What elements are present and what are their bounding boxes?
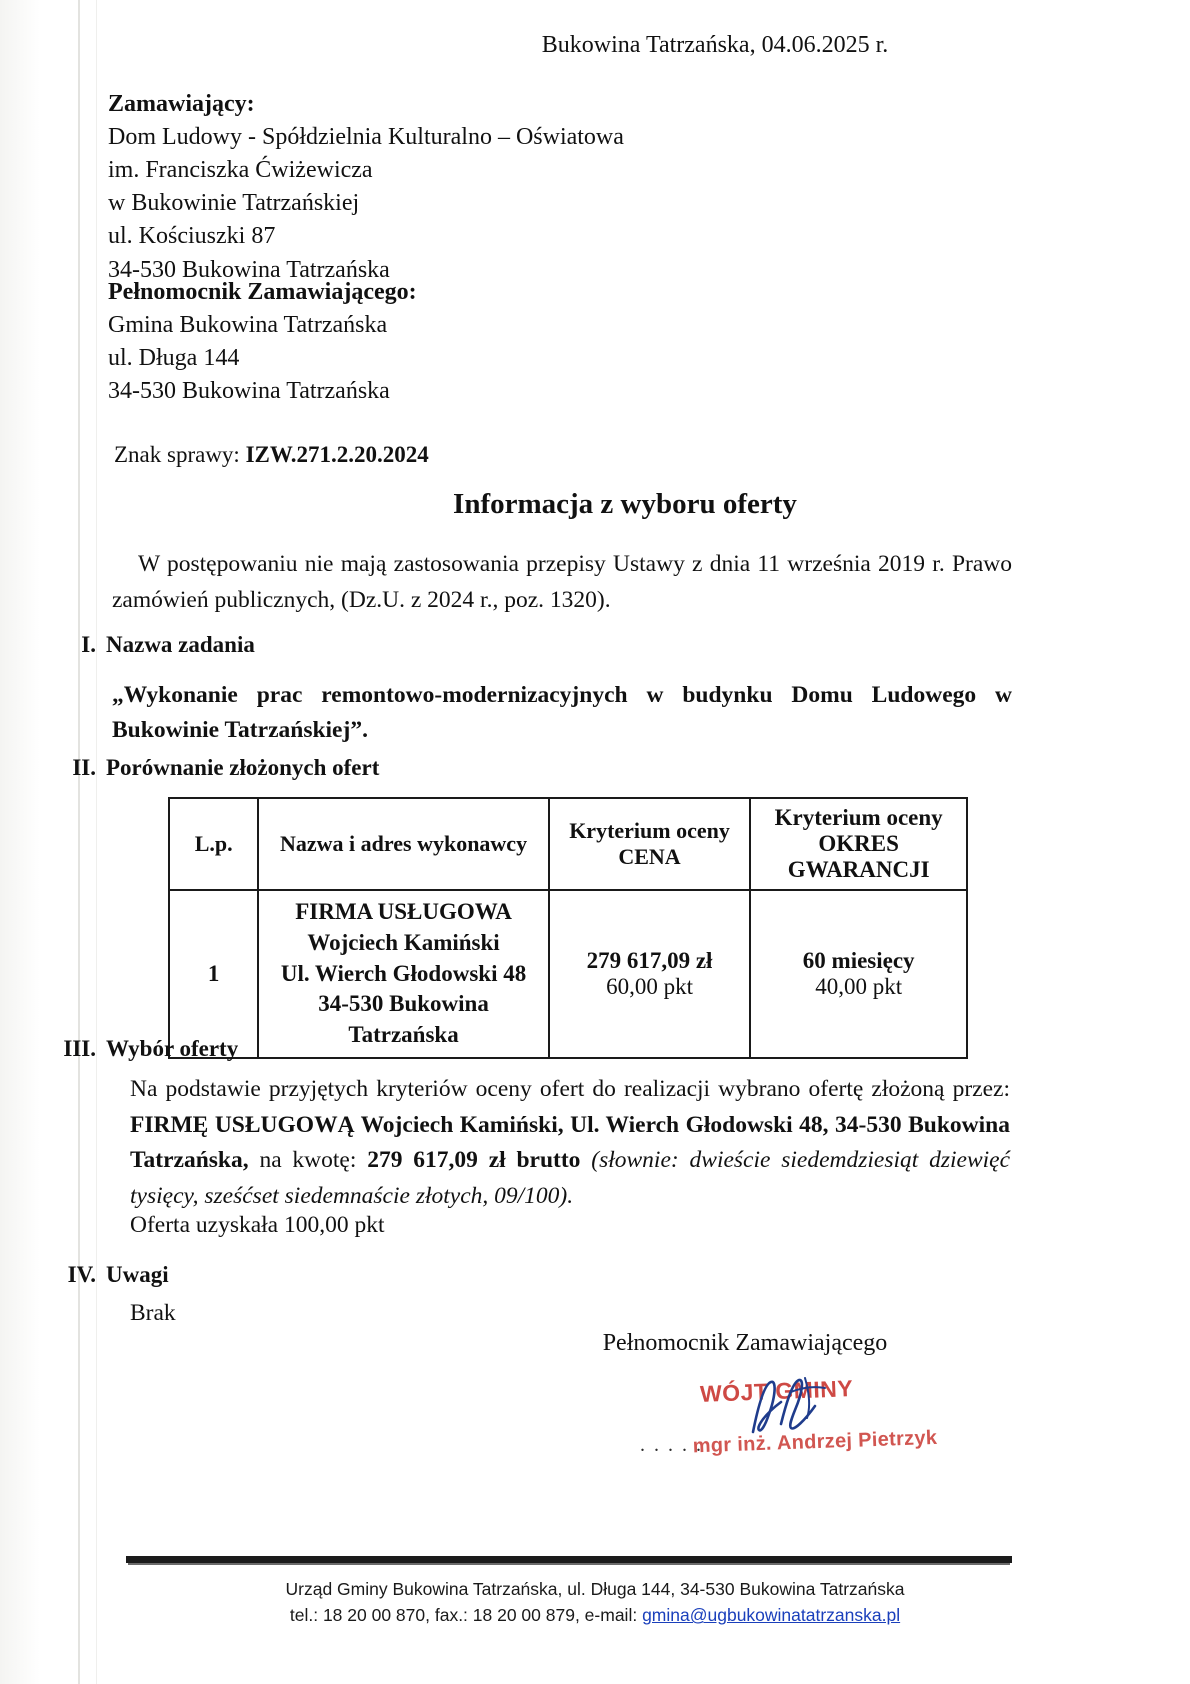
table-row xyxy=(169,890,967,1058)
table-header-warranty xyxy=(750,798,967,890)
row-1-price-points: 60,00 pkt xyxy=(606,974,693,1000)
row-1-contractor-line3: Ul. Wierch Głodowski 48 xyxy=(280,960,527,986)
section-1-body: „Wykonanie prac remontowo-modernizacyjnych w budynku Domu Ludowego w Bukowinie Tatrzańskiej”. xyxy=(112,682,1012,744)
section-1-heading xyxy=(58,632,255,658)
place-date-line xyxy=(0,32,1190,59)
section-4-title: Uwagi xyxy=(106,1262,169,1287)
authority-label: Zamawiający: xyxy=(108,91,255,117)
section-2-number: II. xyxy=(72,755,96,780)
footer xyxy=(0,1576,1190,1629)
row-1-price xyxy=(549,890,751,1058)
case-label: Znak sprawy: xyxy=(114,442,240,467)
row-1-price-value: 279 617,09 zł xyxy=(586,948,713,974)
intro-paragraph: W postępowaniu nie mają zastosowania przepisy Ustawy z dnia 11 września 2019 r. Prawo zamówień publicznych, (Dz.U. z 2024 r., poz. 1320). xyxy=(112,551,1012,614)
row-1-contractor-line2: Wojciech Kamiński xyxy=(307,929,500,955)
section-3-amount: 279 617,09 zł brutto xyxy=(367,1147,581,1174)
authority-line-2: im. Franciszka Ćwiżewicza xyxy=(108,157,373,184)
table-header-warranty-line2: OKRES xyxy=(818,831,899,856)
agent-label: Pełnomocnik Zamawiającego: xyxy=(108,279,417,305)
row-1-contractor-line1: FIRMA USŁUGOWA xyxy=(295,899,512,924)
authority-line-3: w Bukowinie Tatrzańskiej xyxy=(108,190,360,217)
section-2-heading xyxy=(58,755,379,781)
authority-line-1: Dom Ludowy - Spółdzielnia Kulturalno – Oświatowa xyxy=(108,124,624,151)
case-reference xyxy=(114,442,429,468)
official-stamp xyxy=(700,1375,854,1408)
footer-line-1: Urząd Gminy Bukowina Tatrzańska, ul. Długa 144, 34-530 Bukowina Tatrzańska xyxy=(285,1579,905,1599)
row-1-warranty xyxy=(750,890,967,1058)
section-3-title: Wybór oferty xyxy=(106,1036,239,1061)
agent-line-3: 34-530 Bukowina Tatrzańska xyxy=(108,378,390,405)
section-3-amount-words: (słownie: dwieście siedemdziesiąt dziewięć tysięcy, sześćset siedemnaście złotych, 09/100). xyxy=(130,1147,1011,1210)
table-header-price-line2: CENA xyxy=(618,844,681,869)
section-3-winner: FIRMĘ USŁUGOWĄ Wojciech Kamiński, Ul. Wierch Głodowski 48, 34-530 Bukowina Tatrzańska, xyxy=(130,1111,1010,1174)
section-3-heading xyxy=(58,1036,238,1062)
table-header-warranty-line1: Kryterium oceny xyxy=(774,805,943,830)
authority-block xyxy=(108,88,624,287)
section-4-heading xyxy=(58,1262,169,1288)
footer-divider xyxy=(126,1556,1012,1563)
agent-line-1: Gmina Bukowina Tatrzańska xyxy=(108,312,388,339)
row-1-lp: 1 xyxy=(169,890,258,1058)
table-header-row xyxy=(169,798,967,890)
authority-line-4: ul. Kościuszki 87 xyxy=(108,223,276,250)
section-4-body: Brak xyxy=(130,1300,176,1326)
section-4-number: IV. xyxy=(67,1262,96,1287)
signature-dots: . . . . . xyxy=(640,1434,703,1456)
row-1-contractor-line4: 34-530 Bukowina Tatrzańska xyxy=(318,991,489,1048)
stamp-name xyxy=(640,1427,938,1460)
table-header-lp: L.p. xyxy=(169,798,258,890)
signature-title: Pełnomocnik Zamawiającego xyxy=(602,1330,888,1356)
footer-email-link[interactable]: gmina@ugbukowinatatrzanska.pl xyxy=(642,1605,901,1626)
table-header-name: Nazwa i adres wykonawcy xyxy=(258,798,548,890)
section-3-points: Oferta uzyskała 100,00 pkt xyxy=(130,1212,385,1238)
place-date-text: Bukowina Tatrzańska, 04.06.2025 r. xyxy=(541,32,889,58)
stamp-title: WÓJT GMINY xyxy=(699,1375,854,1407)
row-1-warranty-value: 60 miesięcy xyxy=(802,948,915,974)
scan-edge-secondary xyxy=(96,0,97,1684)
authority-line-5: 34-530 Bukowina Tatrzańska xyxy=(108,256,390,283)
table-header-price xyxy=(549,798,751,890)
row-1-warranty-points: 40,00 pkt xyxy=(815,974,903,1000)
page-title: Informacja z wyboru oferty xyxy=(453,488,797,520)
table-header-warranty-line3: GWARANCJI xyxy=(787,857,930,882)
section-3-line1: Na podstawie przyjętych kryteriów oceny ofert do realizacji wybrano ofertę złożoną przez: xyxy=(130,1076,1010,1102)
section-3-number: III. xyxy=(63,1036,96,1061)
case-value: IZW.271.2.20.2024 xyxy=(245,442,429,467)
agent-line-2: ul. Długa 144 xyxy=(108,345,240,372)
agent-block xyxy=(108,276,417,408)
section-3-amount-label: na kwotę: xyxy=(259,1147,357,1174)
table-header-price-line1: Kryterium oceny xyxy=(569,818,730,843)
section-1-number: I. xyxy=(81,632,96,657)
footer-line-2 xyxy=(0,1602,1190,1628)
stamp-name-text: mgr inż. Andrzej Pietrzyk xyxy=(692,1426,938,1458)
footer-contact-text: tel.: 18 20 00 870, fax.: 18 20 00 879, e-mail: xyxy=(289,1605,643,1626)
section-2-title: Porównanie złożonych ofert xyxy=(106,755,380,780)
section-1-title: Nazwa zadania xyxy=(106,632,255,657)
section-3-body xyxy=(130,1072,1010,1215)
scan-edge xyxy=(78,0,80,1684)
offers-comparison-table xyxy=(168,797,968,1059)
row-1-contractor xyxy=(258,890,548,1058)
